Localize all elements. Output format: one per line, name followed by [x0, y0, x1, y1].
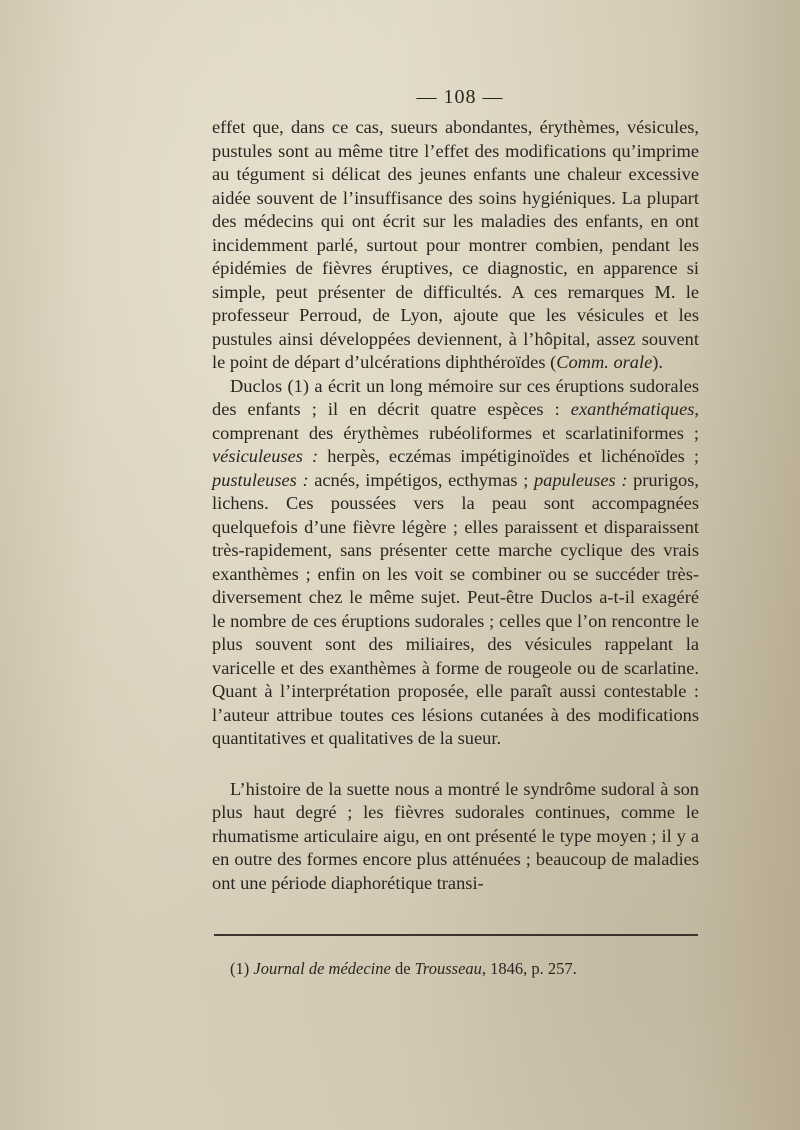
footnote-rule — [214, 934, 698, 936]
text-run: prurigos, lichens. Ces poussées vers la peau sont accompagnées quelquefois d’une fièvre légère ; elles paraissent et disparaissent très-rapidement, sans présenter cette marche cyclique des vrais exanthèmes ; enfin on les voit se combiner ou se succéder très-diversement chez le même sujet. Peut-être Duclos a-t-il exagéré le nombre de ces éruptions sudorales ; celles que l’on rencontre le plus souvent sont des miliaires, des vésicules rappelant la varicelle et des exanthèmes à forme de rougeole ou de scarlatine. Quant à l’interprétation proposée, elle paraît aussi contestable : l’auteur attribue toutes ces lésions cutanées à des modifications quantitatives et qualitatives de la sueur. — [212, 469, 699, 748]
text-run: de — [390, 959, 415, 978]
italic-run: vésiculeuses : — [212, 446, 319, 466]
italic-run: Journal de médecine — [253, 959, 391, 978]
italic-run: pustuleuses : — [212, 469, 309, 490]
text-run: ). — [652, 352, 663, 372]
paragraph-2 — [212, 375, 699, 751]
paragraph-1 — [212, 116, 699, 375]
text-run: herpès, eczémas impétiginoïdes et lichénoïdes ; — [318, 446, 700, 466]
paragraph-3 — [212, 778, 699, 896]
text-run: L’histoire de la suette nous a montré le syndrôme sudoral à son plus haut degré ; les fièvres sudorales continues, comme le rhumatisme articulaire aigu, en ont présenté le type moyen ; il y a en outre des formes encore plus atténuées ; beaucoup de maladies ont une période diaphorétique transi- — [212, 778, 699, 893]
body-text — [212, 116, 699, 895]
text-run: , 1846, p. 257. — [481, 959, 577, 978]
text-run: (1) — [230, 959, 254, 978]
text-run: , comprenant des érythèmes rubéoliformes et scarlatiniformes ; — [212, 399, 699, 443]
italic-run: Comm. orale — [556, 352, 653, 372]
italic-run: exanthématiques — [570, 399, 695, 419]
text-run: effet que, dans ce cas, sueurs abondantes, érythèmes, vésicules, pustules sont au même titre l’effet des modifications qu’imprime au tégument si délicat des jeunes enfants une chaleur excessive aidée souvent de l’insuffisance des soins hygiéniques. La plupart des médecins qui ont écrit sur les maladies des enfants, en ont incidemment parlé, surtout pour montrer combien, pendant les épidémies de fièvres éruptives, ce diagnostic, en apparence si simple, peut présenter de difficultés. A ces remarques M. le professeur Perroud, de Lyon, ajoute que les vésicules et les pustules ainsi développées deviennent, à l’hôpital, assez souvent le point de départ d’ulcérations diphthéroïdes ( — [212, 117, 699, 372]
paragraph-gap — [212, 751, 699, 778]
footnote — [230, 958, 700, 980]
italic-run: Trousseau — [414, 959, 482, 978]
text-run: acnés, impétigos, ecthymas ; — [308, 469, 534, 490]
page-number: — 108 — — [416, 86, 504, 108]
italic-run: papuleuses : — [533, 469, 628, 490]
text-run: Duclos (1) a écrit un long mémoire sur ces éruptions sudorales des enfants ; il en décrit quatre espèces : — [212, 375, 699, 419]
